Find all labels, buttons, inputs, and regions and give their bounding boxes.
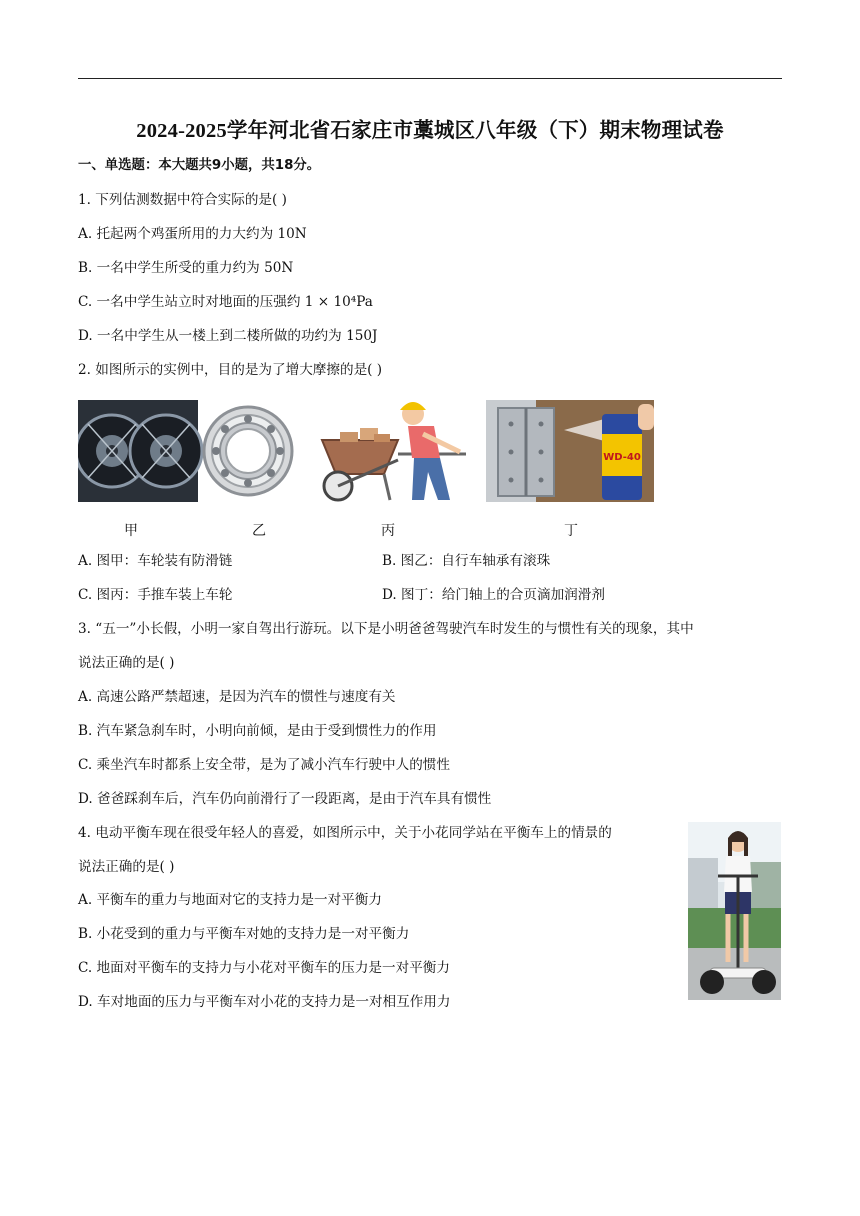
q1-option-a: A. 托起两个鸡蛋所用的力大约为 10N: [78, 226, 307, 242]
q4-option-d: D. 车对地面的压力与平衡车对小花的支持力是一对相互作用力: [78, 994, 451, 1010]
q1-stem: 1. 下列估测数据中符合实际的是( ): [78, 192, 287, 208]
q2-option-a: A. 图甲：车轮装有防滑链: [78, 553, 233, 569]
q4-stem-line1: 4. 电动平衡车现在很受年轻人的喜爱，如图所示中，关于小花同学站在平衡车上的情景的: [78, 825, 612, 841]
caption-bing: 丙: [381, 523, 395, 539]
q2-option-b: B. 图乙：自行车轴承有滚珠: [382, 553, 551, 569]
q2-option-d: D. 图丁：给门轴上的合页滴加润滑剂: [382, 587, 605, 603]
header-rule: [78, 78, 782, 79]
ball-bearing-image: [204, 407, 292, 495]
q3-option-a: A. 高速公路严禁超速，是因为汽车的惯性与速度有关: [78, 689, 396, 705]
tire-chain-image: [78, 400, 202, 502]
q2-option-c: C. 图丙：手推车装上车轮: [78, 587, 233, 603]
hinge-lubricant-image: [486, 400, 654, 502]
q3-stem-line2: 说法正确的是( ): [78, 655, 175, 671]
q1-option-c: C. 一名中学生站立时对地面的压强约 1 × 10⁴Pa: [78, 294, 373, 310]
q4-option-b: B. 小花受到的重力与平衡车对她的支持力是一对平衡力: [78, 926, 410, 942]
q4-option-a: A. 平衡车的重力与地面对它的支持力是一对平衡力: [78, 892, 382, 908]
q3-option-d: D. 爸爸踩刹车后，汽车仍向前滑行了一段距离，是由于汽车具有惯性: [78, 791, 492, 807]
q4-stem-line2: 说法正确的是( ): [78, 859, 175, 875]
page-title: 2024-2025学年河北省石家庄市藁城区八年级（下）期末物理试卷: [136, 120, 724, 142]
balance-scooter-image: [688, 822, 781, 1000]
spray-can-label: WD-40: [603, 452, 641, 463]
section-heading: 一、单选题：本大题共9小题，共18分。: [78, 158, 321, 173]
q1-option-b: B. 一名中学生所受的重力约为 50N: [78, 260, 294, 276]
q2-stem: 2. 如图所示的实例中，目的是为了增大摩擦的是( ): [78, 362, 383, 378]
q3-option-c: C. 乘坐汽车时都系上安全带，是为了减小汽车行驶中人的惯性: [78, 757, 450, 773]
q1-option-d: D. 一名中学生从一楼上到二楼所做的功约为 150J: [78, 328, 378, 344]
q3-option-b: B. 汽车紧急刹车时，小明向前倾，是由于受到惯性力的作用: [78, 723, 437, 739]
wheelbarrow-image: [322, 402, 466, 500]
caption-jia: 甲: [124, 523, 138, 539]
q4-option-c: C. 地面对平衡车的支持力与小花对平衡车的压力是一对平衡力: [78, 960, 450, 976]
q2-figure: [78, 396, 658, 506]
q3-stem-line1: 3. “五一”小长假，小明一家自驾出行游玩。以下是小明爸爸驾驶汽车时发生的与惯性有关的现象，其中: [78, 621, 694, 637]
caption-ding: 丁: [564, 523, 578, 539]
caption-yi: 乙: [252, 523, 266, 539]
